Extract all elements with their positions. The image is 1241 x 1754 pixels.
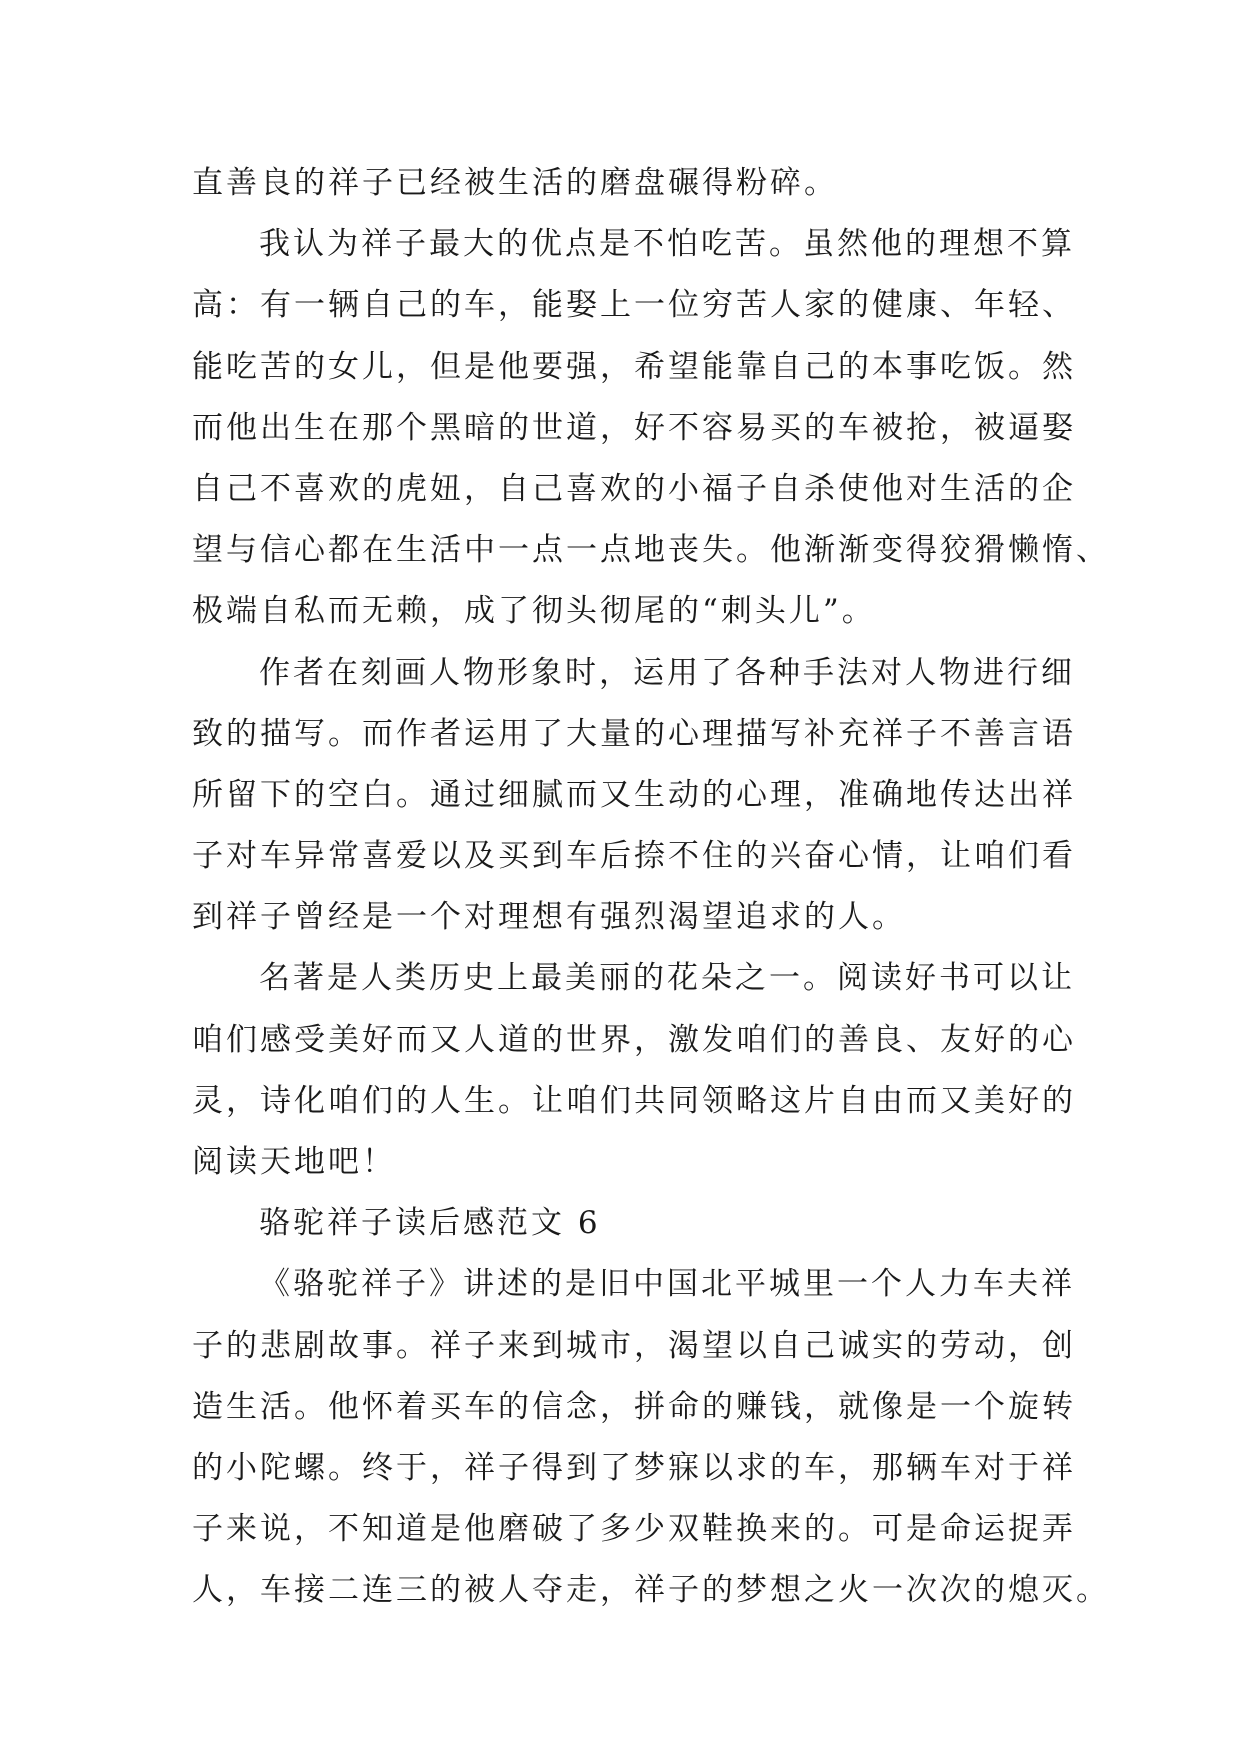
text-line: 灵，诗化咱们的人生。让咱们共同领略这片自由而又美好的 [192, 1082, 1076, 1119]
text-line: 作者在刻画人物形象时，运用了各种手法对人物进行细 [259, 654, 1075, 691]
text-line: 造生活。他怀着买车的信念，拼命的赚钱，就像是一个旋转 [192, 1388, 1076, 1425]
text-line: 而他出生在那个黑暗的世道，好不容易买的车被抢，被逼娶 [192, 409, 1076, 446]
text-line: 我认为祥子最大的优点是不怕吃苦。虽然他的理想不算 [259, 226, 1075, 263]
text-line: 阅读天地吧！ [192, 1144, 396, 1180]
text-line: 所留下的空白。通过细腻而又生动的心理，准确地传达出祥 [192, 776, 1076, 813]
text-line: 《骆驼祥子》讲述的是旧中国北平城里一个人力车夫祥 [259, 1266, 1075, 1303]
text-line: 致的描写。而作者运用了大量的心理描写补充祥子不善言语 [192, 715, 1076, 752]
text-line: 能吃苦的女儿，但是他要强，希望能靠自己的本事吃饭。然 [192, 348, 1076, 385]
text-line: 咱们感受美好而又人道的世界，激发咱们的善良、友好的心 [192, 1021, 1076, 1058]
text-line: 望与信心都在生活中一点一点地丧失。他渐渐变得狡猾懒惰、 [192, 532, 1110, 569]
text-line: 人，车接二连三的被人夺走，祥子的梦想之火一次次的熄灭。 [192, 1572, 1110, 1609]
text-line: 子来说，不知道是他磨破了多少双鞋换来的。可是命运捉弄 [192, 1511, 1076, 1548]
text-line: 直善良的祥子已经被生活的磨盘碾得粉碎。 [192, 165, 838, 201]
text-line: 极端自私而无赖，成了彻头彻尾的“刺头儿”。 [192, 593, 876, 630]
text-line: 骆驼祥子读后感范文 6 [259, 1205, 601, 1242]
text-line: 的小陀螺。终于，祥子得到了梦寐以求的车，那辆车对于祥 [192, 1449, 1076, 1486]
text-line: 高：有一辆自己的车，能娶上一位穷苦人家的健康、年轻、 [192, 287, 1076, 324]
text-line: 名著是人类历史上最美丽的花朵之一。阅读好书可以让 [259, 960, 1075, 997]
body-text [192, 153, 1110, 1622]
text-line: 自己不喜欢的虎妞，自己喜欢的小福子自杀使他对生活的企 [192, 470, 1076, 507]
text-line: 子的悲剧故事。祥子来到城市，渴望以自己诚实的劳动，创 [192, 1327, 1076, 1364]
text-line: 子对车异常喜爱以及买到车后捺不住的兴奋心情，让咱们看 [192, 838, 1076, 875]
text-line: 到祥子曾经是一个对理想有强烈渴望追求的人。 [192, 899, 906, 936]
